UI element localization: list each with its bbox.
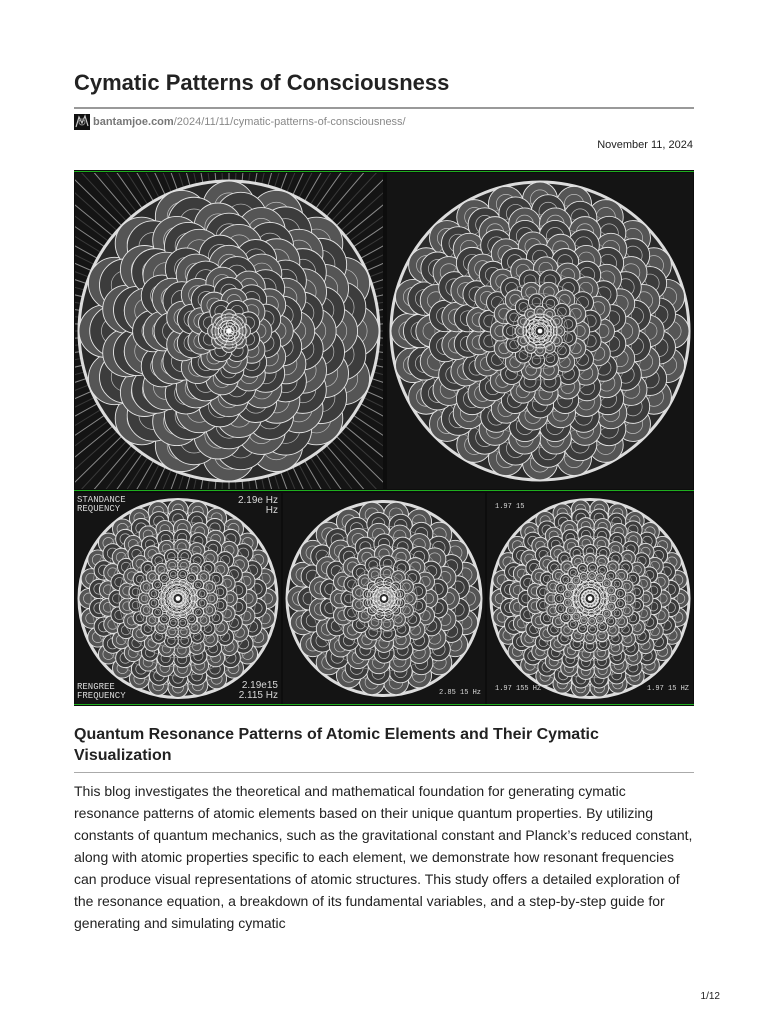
page-title: Cymatic Patterns of Consciousness bbox=[74, 70, 450, 95]
section-heading: Quantum Resonance Patterns of Atomic Elements and Their Cymatic Visualization bbox=[74, 726, 599, 764]
site-favicon-icon bbox=[74, 114, 90, 130]
figure-divider bbox=[74, 704, 694, 705]
caption-bottom-right: 2.19e15 2.115 Hz bbox=[238, 680, 278, 701]
caption-bottom-right: 2.85 15 Hz bbox=[438, 689, 481, 697]
cymatic-panel-1 bbox=[75, 173, 383, 489]
figure-divider bbox=[74, 490, 694, 491]
source-link[interactable] bbox=[74, 114, 406, 130]
cymatic-figure bbox=[74, 170, 694, 706]
mandala-image bbox=[75, 493, 281, 704]
caption-top-left: 1.97 15 bbox=[495, 503, 525, 511]
cymatic-panel-3 bbox=[75, 493, 281, 704]
body-paragraph: This blog investigates the theoretical and mathematical foundation for generating cymatic resonance patterns of atomic elements based on their unique quantum properties. By utilizing constants of quantum mechanics, such as the gravitational constant and Planck’s reduced constant, along with atomic properties specific to each element, we demonstrate how resonant frequencies can produce visual representations of atomic structures. This study offers a detailed exploration of the resonance equation, a breakdown of its fundamental variables, and a step-by-step guide for generating and simulating cymatic bbox=[74, 783, 693, 931]
source-path[interactable]: /2024/11/11/cymatic-patterns-of-consciousness/ bbox=[173, 116, 406, 128]
mandala-image bbox=[75, 173, 383, 489]
mandala-image bbox=[387, 173, 693, 489]
caption-top-left: STANDANCE REQUENCY bbox=[77, 495, 126, 514]
page-number: 1/12 bbox=[700, 991, 720, 1002]
source-domain[interactable]: bantamjoe.com bbox=[93, 116, 174, 128]
caption-bottom-left: 1.97 155 HZ bbox=[495, 685, 542, 693]
caption-bottom-right: 1.97 15 HZ bbox=[646, 685, 689, 693]
caption-bottom-left: RENGREE FREQUENCY bbox=[77, 682, 126, 701]
section-divider bbox=[74, 772, 694, 773]
caption-top-right: 2.19e Hz Hz bbox=[237, 495, 278, 516]
title-divider bbox=[74, 107, 694, 109]
mandala-image bbox=[487, 493, 693, 704]
cymatic-panel-2 bbox=[387, 173, 693, 489]
mandala-image bbox=[283, 493, 485, 704]
post-date: November 11, 2024 bbox=[597, 139, 693, 151]
cymatic-panel-5 bbox=[487, 493, 693, 704]
cymatic-panel-4 bbox=[283, 493, 485, 704]
figure-divider bbox=[74, 171, 694, 172]
